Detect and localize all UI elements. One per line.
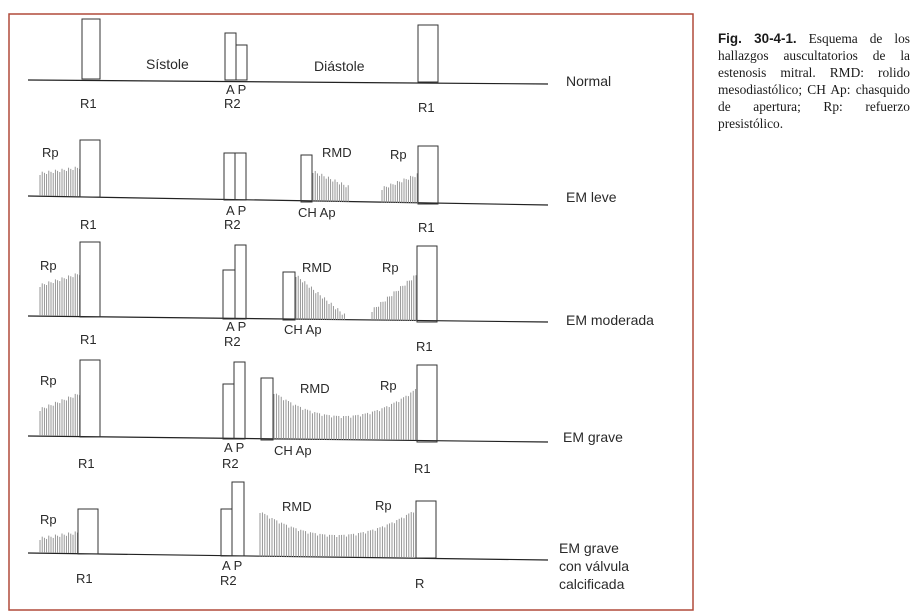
sound-bar-r1 bbox=[78, 509, 98, 554]
row-em-leve bbox=[28, 140, 617, 235]
label-r1: R1 bbox=[78, 456, 95, 471]
label-systole: Sístole bbox=[146, 56, 189, 72]
sound-bar-a2 bbox=[225, 33, 236, 80]
baseline bbox=[28, 553, 548, 560]
label-rp: Rp bbox=[40, 373, 57, 388]
murmur-rmd bbox=[260, 509, 416, 557]
figure-caption bbox=[718, 30, 910, 132]
figure-number: Fig. 30-4-1. bbox=[718, 31, 797, 46]
sound-bar-r1b bbox=[417, 246, 437, 322]
label-r2: R2 bbox=[222, 456, 239, 471]
sound-bar-r bbox=[416, 501, 436, 558]
sound-bar-p2 bbox=[232, 482, 244, 556]
murmur-rmd bbox=[296, 276, 344, 320]
sound-bar-os bbox=[283, 272, 295, 320]
label-ap: A P bbox=[222, 558, 243, 573]
row-label: EM moderada bbox=[566, 312, 654, 328]
label-ch-ap: CH Ap bbox=[274, 443, 312, 458]
row-label-line-3: calcificada bbox=[559, 576, 625, 592]
row-label: EM grave bbox=[563, 429, 623, 445]
sound-bar-r1 bbox=[80, 360, 100, 437]
label-rp: Rp bbox=[40, 258, 57, 273]
label-r1b: R1 bbox=[418, 100, 435, 115]
label-r1: R1 bbox=[80, 217, 97, 232]
row-label-line-2: con válvula bbox=[559, 558, 630, 574]
row-label: Normal bbox=[566, 73, 612, 89]
label-r: R bbox=[415, 576, 425, 591]
sound-bar-p2 bbox=[234, 362, 245, 439]
murmur-rp bbox=[40, 273, 80, 316]
label-rp2: Rp bbox=[380, 378, 397, 393]
label-r2: R2 bbox=[224, 217, 241, 232]
murmur-rmd bbox=[274, 389, 416, 440]
label-r2: R2 bbox=[224, 334, 241, 349]
baseline bbox=[28, 80, 548, 84]
sound-bar-r1b bbox=[418, 146, 438, 204]
sound-bar-os bbox=[301, 155, 312, 202]
caption-text: Esquema de los hallazgos auscultatorios de la estenosis mitral. RMD: rolido mesodiastólico; CH Ap: chasquido de apertura; Rp: refuerzo presistólico. bbox=[718, 31, 910, 131]
sound-bar-p2 bbox=[235, 153, 246, 200]
row-em-grave-calcificada bbox=[28, 482, 629, 592]
label-ap: A P bbox=[226, 319, 247, 334]
row-em-moderada bbox=[28, 242, 654, 354]
sound-bar-p2 bbox=[236, 45, 247, 80]
sound-bar-a2 bbox=[223, 270, 235, 319]
sound-bar-r1b bbox=[418, 25, 438, 82]
label-r2: R2 bbox=[224, 96, 241, 111]
label-r1b: R1 bbox=[416, 339, 433, 354]
sound-bar-a2 bbox=[224, 153, 235, 200]
murmur-rp2 bbox=[372, 275, 416, 321]
murmur-rp2 bbox=[382, 173, 417, 203]
sound-bar-a2 bbox=[221, 509, 232, 556]
label-rp2: Rp bbox=[390, 147, 407, 162]
sound-bar-p2 bbox=[235, 245, 246, 319]
row-label: EM leve bbox=[566, 189, 617, 205]
label-rp: Rp bbox=[42, 145, 59, 160]
label-r2: R2 bbox=[220, 573, 237, 588]
murmur-rp bbox=[40, 394, 80, 436]
row-em-grave bbox=[28, 360, 623, 476]
murmur-rmd bbox=[313, 171, 348, 202]
label-r1: R1 bbox=[80, 332, 97, 347]
sound-bar-r1 bbox=[80, 140, 100, 197]
label-ch-ap: CH Ap bbox=[298, 205, 336, 220]
label-diastole: Diástole bbox=[314, 58, 365, 74]
label-rmd: RMD bbox=[302, 260, 332, 275]
sound-bar-os bbox=[261, 378, 273, 440]
label-ap: A P bbox=[226, 203, 247, 218]
label-rmd: RMD bbox=[282, 499, 312, 514]
sound-bar-a2 bbox=[223, 384, 234, 439]
sound-bar-r1b bbox=[417, 365, 437, 442]
label-ap: A P bbox=[226, 82, 247, 97]
row-normal bbox=[28, 19, 611, 115]
label-r1b: R1 bbox=[414, 461, 431, 476]
sound-bar-r1 bbox=[80, 242, 100, 317]
row-label-line-1: EM grave bbox=[559, 540, 619, 556]
label-r1: R1 bbox=[76, 571, 93, 586]
label-rmd: RMD bbox=[322, 145, 352, 160]
murmur-rp bbox=[40, 531, 77, 553]
sound-bar-r1 bbox=[82, 19, 100, 79]
label-ch-ap: CH Ap bbox=[284, 322, 322, 337]
label-rmd: RMD bbox=[300, 381, 330, 396]
label-rp: Rp bbox=[40, 512, 57, 527]
label-r1: R1 bbox=[80, 96, 97, 111]
murmur-rp bbox=[40, 167, 80, 196]
label-r1b: R1 bbox=[418, 220, 435, 235]
label-ap: A P bbox=[224, 440, 245, 455]
label-rp2: Rp bbox=[375, 498, 392, 513]
label-rp2: Rp bbox=[382, 260, 399, 275]
baseline bbox=[28, 196, 548, 205]
